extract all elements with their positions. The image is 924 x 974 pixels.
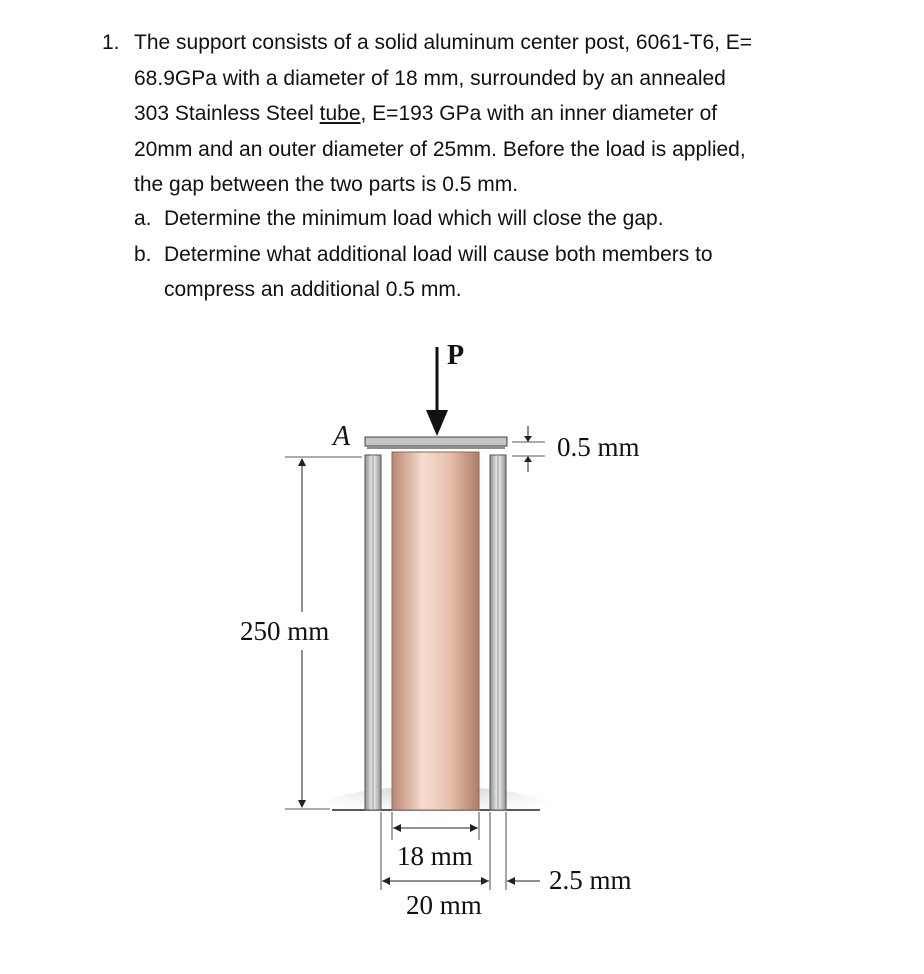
load-arrow-head <box>426 410 448 436</box>
stem-line-4: 20mm and an outer diameter of 25mm. Before the load is applied, <box>134 137 746 161</box>
gap-arrowhead-top <box>524 436 532 442</box>
stem-line-3-end: , E=193 GPa with an inner diameter of <box>360 102 718 125</box>
part-a-label: a. <box>134 207 152 230</box>
stem-line-2: 68.9GPa with a diameter of 18 mm, surrounded by an annealed <box>134 66 726 90</box>
stem-line-5: the gap between the two parts is 0.5 mm. <box>134 173 519 196</box>
gap-arrowhead-bottom <box>524 456 532 462</box>
cap-plate-edge <box>367 446 505 449</box>
cap-plate <box>365 437 507 446</box>
gap-label: 0.5 mm <box>557 432 640 462</box>
inner-dim-arrowhead-left <box>382 877 390 885</box>
wall-thickness-label: 2.5 mm <box>549 865 632 895</box>
stem-line-1: The support consists of a solid aluminum center post, 6061-T6, E= <box>134 31 753 54</box>
problem-number: 1. <box>102 31 120 54</box>
inner-diameter-label: 20 mm <box>406 890 482 920</box>
height-label: 250 mm <box>240 616 330 646</box>
part-b-line-1: Determine what additional load will cause both members to <box>164 242 713 266</box>
stem-line-3-start: 303 Stainless Steel <box>134 102 320 125</box>
part-a-line-1: Determine the minimum load which will close the gap. <box>164 207 664 230</box>
height-arrowhead-top <box>298 458 306 466</box>
post-diameter-label: 18 mm <box>397 841 473 871</box>
load-label: P <box>447 340 465 371</box>
inner-dim-arrowhead-right <box>481 877 489 885</box>
height-arrowhead-bottom <box>298 800 306 808</box>
center-post <box>392 452 479 810</box>
point-a-label: A <box>333 421 351 452</box>
stem-underlined-word: tube <box>319 102 361 125</box>
part-b-line-2: compress an additional 0.5 mm. <box>164 278 462 301</box>
part-b-label: b. <box>134 242 152 266</box>
